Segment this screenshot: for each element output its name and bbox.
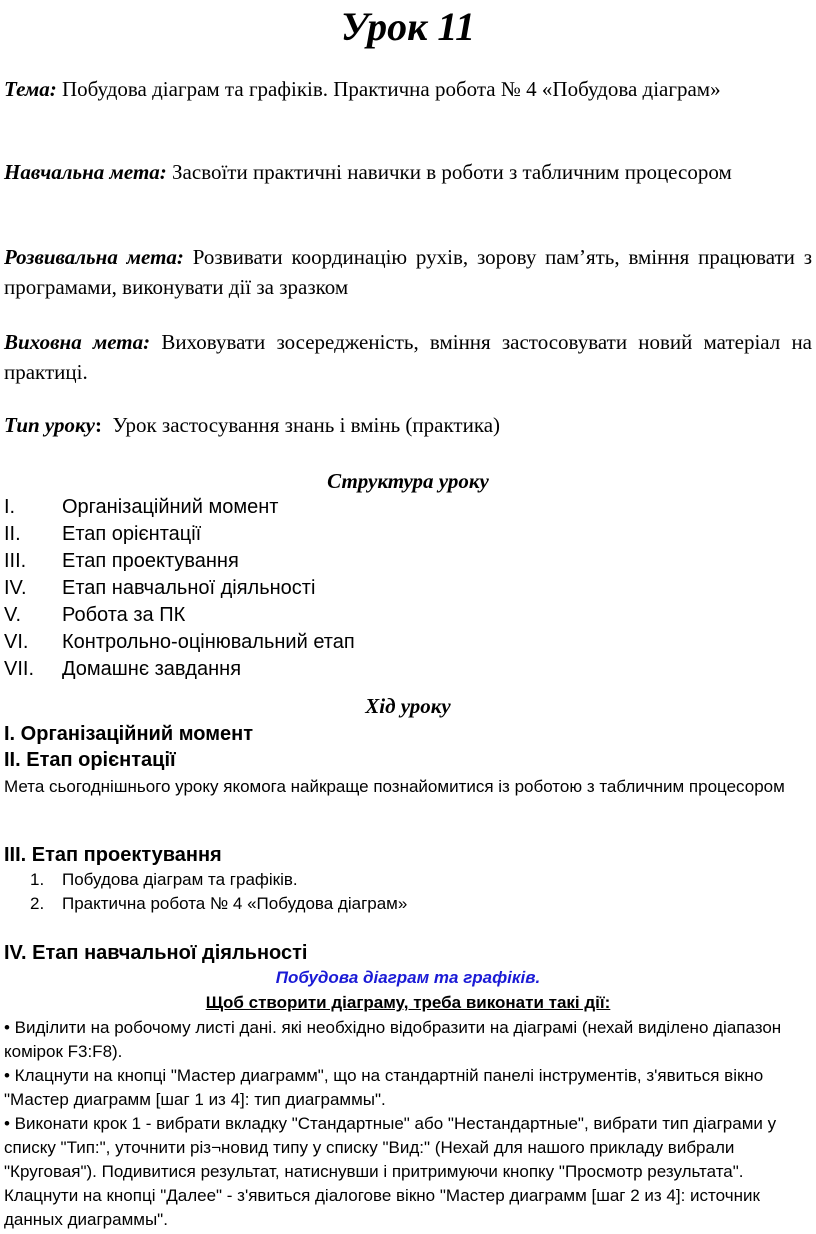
list-item: • Клацнути на кнопці "Мастер диаграмм", що на стандартній панелі інструментів, з'явиться вікно "Мастер диаграмм [шаг 1 из 4]: тип диаграммы". <box>4 1066 764 1109</box>
developmental-goal-label: Розвивальна мета: <box>4 245 184 269</box>
lesson-type-text: Урок застосування знань і вмінь (практика) <box>112 413 501 437</box>
structure-item: IV. Етап навчальної діяльності <box>4 577 316 599</box>
structure-item: V. Робота за ПК <box>4 604 186 626</box>
topic-text: Побудова діаграм та графіків. Практична робота № 4 «Побудова діаграм» <box>62 77 721 101</box>
section-org-moment-heading: I. Організаційний момент <box>4 723 253 745</box>
developmental-goal-paragraph <box>4 242 812 302</box>
structure-list <box>4 494 704 683</box>
list-item: 2. Практична робота № 4 «Побудова діаграм» <box>30 894 408 913</box>
steps-list <box>4 1016 814 1232</box>
topic-paragraph <box>4 74 812 104</box>
list-item: • Виконати крок 1 - вибрати вкладку "Стандартные" або "Нестандартные", вибрати тип діаграми у списку "Тип:", уточнити різ¬новид типу у списку "Вид:" (Нехай для нашого прикладу вибрали "Круговая"). Подивитися результат, натиснувши і притримуючи кнопку "Просмотр результата". Клацнути на кнопці "Далее" - з'явиться діалогове вікно "Мастер диаграмм [шаг 2 из 4]: источник данных диаграммы". <box>4 1114 777 1229</box>
developmental-goal-text: Розвивати координацію рухів, зорову пам’ять, вміння працювати з програмами, виконувати дії за зразком <box>4 245 813 299</box>
lesson-type-label: Тип уроку <box>4 413 95 437</box>
educational-goal-paragraph <box>4 157 812 187</box>
topic-label: Тема: <box>4 77 57 101</box>
orientation-text: Мета сьогоднішнього уроку якомога найкраще познайомитися із роботою з табличним процесором <box>4 777 785 796</box>
section-learning-heading: IV. Етап навчальної діяльності <box>4 942 308 964</box>
list-item: 1. Побудова діаграм та графіків. <box>30 870 298 889</box>
structure-item: II. Етап орієнтації <box>4 523 202 545</box>
section-design-heading: III. Етап проектування <box>4 844 222 866</box>
lesson-title: Урок 11 <box>340 4 476 49</box>
lesson-type-colon: : <box>94 413 102 437</box>
structure-item: VI. Контрольно-оцінювальний етап <box>4 631 355 653</box>
structure-item: I. Організаційний момент <box>4 496 279 518</box>
steps-subtitle: Щоб створити діаграму, треба виконати такі дії: <box>205 993 611 1012</box>
list-item: • Виділити на робочому листі дані. які необхідно відобразити на діаграмі (нехай виділено діапазон комірок F3:F8). <box>4 1018 782 1061</box>
section-orientation-heading: II. Етап орієнтації <box>4 749 176 771</box>
charts-subtitle: Побудова діаграм та графіків. <box>275 968 541 987</box>
upbringing-goal-paragraph <box>4 327 812 387</box>
structure-item: VII. Домашнє завдання <box>4 658 242 680</box>
educational-goal-text: Засвоїти практичні навички в роботи з табличним процесором <box>172 160 732 184</box>
structure-heading: Структура уроку <box>327 469 489 493</box>
structure-item: III. Етап проектування <box>4 550 239 572</box>
upbringing-goal-label: Виховна мета: <box>4 330 151 354</box>
lesson-progress-heading: Хід уроку <box>365 694 451 718</box>
lesson-type-paragraph <box>4 410 812 440</box>
educational-goal-label: Навчальна мета: <box>4 160 167 184</box>
design-list <box>30 868 407 916</box>
upbringing-goal-text: Виховувати зосередженість, вміння застосовувати новий матеріал на практиці. <box>4 330 813 384</box>
